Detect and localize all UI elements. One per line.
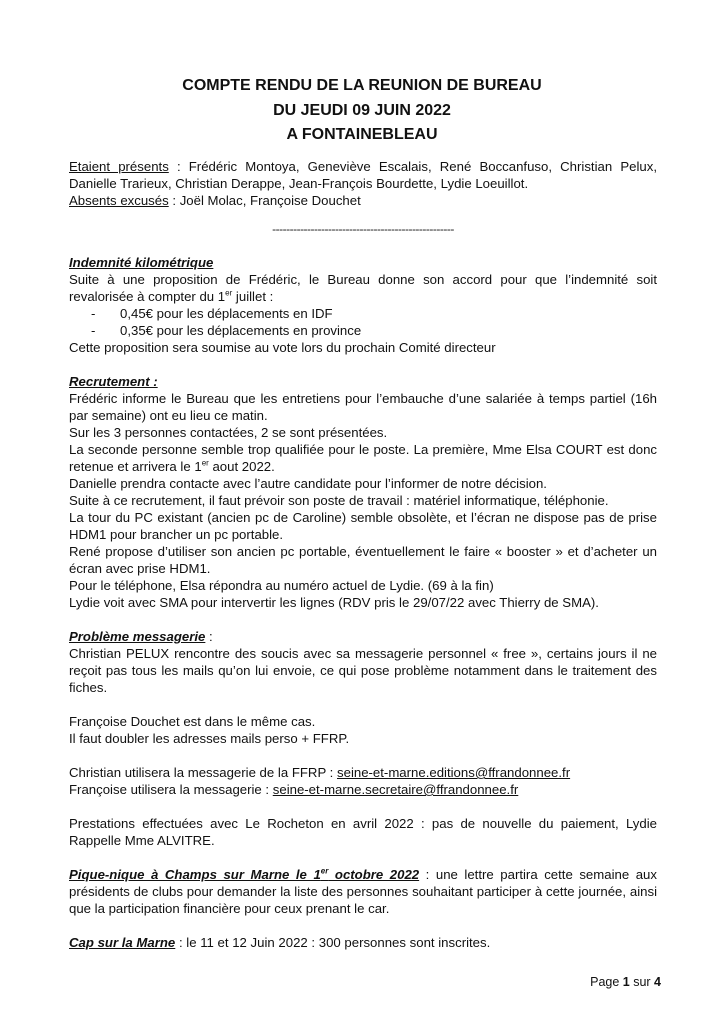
document-body xyxy=(69,158,657,951)
superscript-er: er xyxy=(320,866,329,876)
piquenique-paragraph xyxy=(69,866,657,917)
messagerie-p3: Il faut doubler les adresses mails perso + FFRP. xyxy=(69,731,350,746)
capmarne-text: : le 11 et 12 Juin 2022 : 300 personnes sont inscrites. xyxy=(175,935,491,950)
indemnite-intro-end: juillet : xyxy=(232,289,274,304)
recrutement-p2: Sur les 3 personnes contactées, 2 se sont présentées. xyxy=(69,425,388,440)
absent-list: : Joël Molac, Françoise Douchet xyxy=(168,193,361,208)
capmarne-heading: Cap sur la Marne xyxy=(69,935,176,950)
present-label: Etaient présents xyxy=(69,159,169,174)
attendance-absent xyxy=(69,192,657,209)
footer-prefix: Page xyxy=(590,975,623,989)
indemnite-heading-text: Indemnité kilométrique xyxy=(69,255,214,270)
recrutement-p3 xyxy=(69,441,657,475)
email-link-editions[interactable]: seine-et-marne.editions@ffrandonnee.fr xyxy=(337,765,571,780)
absent-label: Absents excusés xyxy=(69,193,169,208)
document-title-line-2: DU JEUDI 09 JUIN 2022 xyxy=(273,102,451,119)
messagerie-heading-text: Problème messagerie xyxy=(69,629,206,644)
recrutement-p9: Lydie voit avec SMA pour intervertir les lignes (RDV pris le 29/07/22 avec Thierry de SMA). xyxy=(69,595,599,610)
superscript-er: er xyxy=(225,288,233,298)
bullet-dash: - xyxy=(91,323,96,338)
recrutement-p3-text: La seconde personne semble trop qualifiée pour le poste. La première, Mme Elsa COURT est donc retenue et arrivera le 1 xyxy=(69,442,657,474)
attendance-present xyxy=(69,158,657,192)
bullet-text: 0,35€ pour les déplacements en province xyxy=(120,323,362,338)
messagerie-heading-suffix: : xyxy=(205,629,213,644)
email-link-secretaire[interactable]: seine-et-marne.secretaire@ffrandonnee.fr xyxy=(272,782,519,797)
footer-middle: sur xyxy=(629,975,655,989)
recrutement-p1: Frédéric informe le Bureau que les entretiens pour l’embauche d’une salariée à temps partiel (16h par semaine) ont eu lieu ce matin. xyxy=(69,391,657,423)
recrutement-p3-end: aout 2022. xyxy=(208,459,275,474)
recrutement-p6: La tour du PC existant (ancien pc de Caroline) semble obsolète, et l’écran ne dispose pas de prise HDM1 pour brancher un pc portable. xyxy=(69,510,657,542)
indemnite-heading xyxy=(69,254,657,271)
messagerie-p2: Françoise Douchet est dans le même cas. xyxy=(69,714,316,729)
messagerie-p1: Christian PELUX rencontre des soucis avec sa messagerie personnel « free », certains jours il ne reçoit pas tous les mails qu’on lui envoie, ce qui pose problème notamment dans le traitement des fiches. xyxy=(69,646,657,695)
piquenique-heading-text: Pique-nique à Champs sur Marne le 1 xyxy=(69,867,321,882)
recrutement-heading-text: Recrutement : xyxy=(69,374,158,389)
recrutement-p4: Danielle prendra contacte avec l’autre candidate pour l’informer de notre décision. xyxy=(69,476,547,491)
capmarne-paragraph xyxy=(69,934,657,951)
messagerie-p6: Prestations effectuées avec Le Rocheton en avril 2022 : pas de nouvelle du paiement, Lydie Rappelle Mme ALVITRE. xyxy=(69,816,657,848)
recrutement-p7: René propose d’utiliser son ancien pc portable, éventuellement le faire « booster » et d’acheter un écran avec prise HDM1. xyxy=(69,544,657,576)
page-footer xyxy=(590,975,661,989)
recrutement-heading xyxy=(69,373,657,390)
recrutement-p5: Suite à ce recrutement, il faut prévoir son poste de travail : matériel informatique, téléphonie. xyxy=(69,493,609,508)
messagerie-p4 xyxy=(69,764,657,781)
messagerie-p4-text: Christian utilisera la messagerie de la FFRP : xyxy=(69,765,338,780)
section-separator: ---------------------------------------------------- xyxy=(272,222,454,236)
indemnite-conclusion: Cette proposition sera soumise au vote lors du prochain Comité directeur xyxy=(69,340,496,355)
indemnite-bullet-1 xyxy=(69,305,657,322)
indemnite-bullet-2 xyxy=(69,322,657,339)
messagerie-p5-text: Françoise utilisera la messagerie : xyxy=(69,782,273,797)
footer-page-number: 1 xyxy=(622,975,630,989)
document-title-line-1: COMPTE RENDU DE LA REUNION DE BUREAU xyxy=(182,77,542,94)
superscript-er: er xyxy=(201,458,209,468)
recrutement-p8: Pour le téléphone, Elsa répondra au numéro actuel de Lydie. (69 à la fin) xyxy=(69,578,494,593)
document-title-line-3: A FONTAINEBLEAU xyxy=(286,126,438,143)
piquenique-heading xyxy=(69,867,419,882)
piquenique-text: : une lettre partira cette semaine aux présidents de clubs pour demander la liste des personnes souhaitant participer à cette journée, ainsi que la participation financière pour ceux prenant le car. xyxy=(69,867,657,916)
messagerie-heading xyxy=(69,628,657,645)
bullet-text: 0,45€ pour les déplacements en IDF xyxy=(120,306,333,321)
bullet-dash: - xyxy=(91,306,96,321)
messagerie-p5 xyxy=(69,781,657,798)
present-list: : Frédéric Montoya, Geneviève Escalais, René Boccanfuso, Christian Pelux, Danielle Trarieux, Christian Derappe, Jean-François Bourdette, Lydie Loeuillot. xyxy=(69,159,657,191)
indemnite-intro xyxy=(69,271,657,305)
footer-page-total: 4 xyxy=(654,975,661,989)
piquenique-heading-end: octobre 2022 xyxy=(328,867,420,882)
indemnite-intro-text: Suite à une proposition de Frédéric, le Bureau donne son accord pour que l’indemnité soit revalorisée à compter du 1 xyxy=(69,272,657,304)
